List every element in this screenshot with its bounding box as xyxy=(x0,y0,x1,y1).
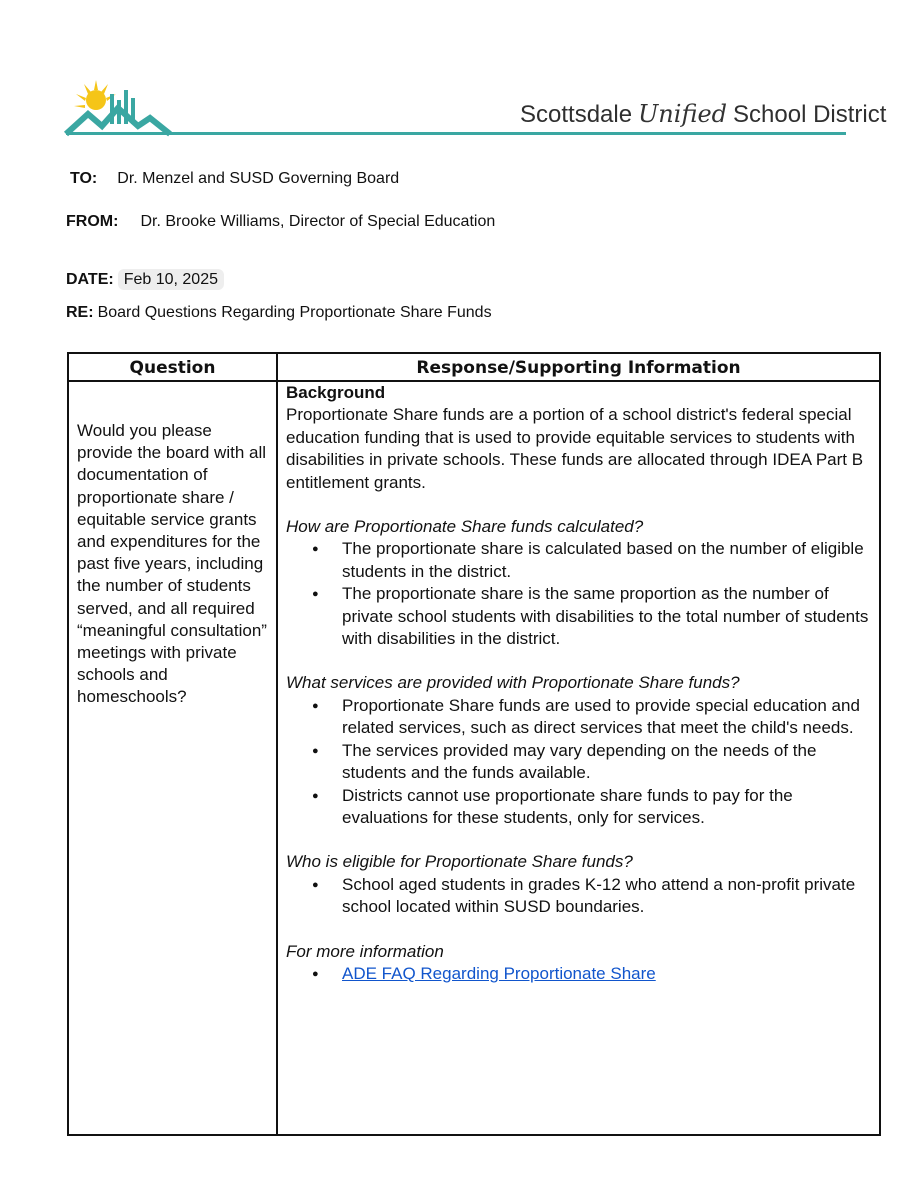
re-value: Board Questions Regarding Proportionate Share Funds xyxy=(97,304,492,321)
memo-to xyxy=(70,170,399,188)
re-label: RE: xyxy=(66,304,94,321)
list-item: ● The services provided may vary depending on the needs of the students and the funds available. xyxy=(342,740,869,785)
list-item xyxy=(342,963,869,985)
date-chip[interactable]: Feb 10, 2025 xyxy=(118,269,224,290)
list-item: ● Districts cannot use proportionate share funds to pay for the evaluations for these students, only for services. xyxy=(342,785,869,830)
response-cell xyxy=(277,381,880,1135)
question-response-table xyxy=(67,352,881,1136)
to-value: Dr. Menzel and SUSD Governing Board xyxy=(117,170,400,187)
sun-mountains-logo-icon xyxy=(62,78,172,138)
table-row xyxy=(68,381,880,1135)
memo-date xyxy=(66,271,224,289)
bullet-list xyxy=(286,695,869,829)
bullet-list xyxy=(286,538,869,650)
response-header: Response/Supporting Information xyxy=(277,353,880,381)
memo-re xyxy=(66,304,492,322)
district-name: Scottsdale Unified School District xyxy=(520,100,887,128)
date-label: DATE: xyxy=(66,271,114,288)
list-item: ● The proportionate share is calculated based on the number of eligible students in the district. xyxy=(342,538,869,583)
question-cell: Would you please provide the board with all documentation of proportionate share / equitable service grants and expenditures for the past five years, including the number of students served, and all required “meaningful consultation” meetings with private schools and homeschools? xyxy=(68,381,277,1135)
question-header: Question xyxy=(68,353,277,381)
bullet-list xyxy=(286,874,869,919)
section-heading: What services are provided with Proportionate Share funds? xyxy=(286,673,740,693)
ade-faq-link[interactable]: ADE FAQ Regarding Proportionate Share xyxy=(342,963,656,983)
section-heading: How are Proportionate Share funds calculated? xyxy=(286,517,644,537)
background-title: Background xyxy=(286,383,386,402)
memo-from xyxy=(66,213,495,231)
letterhead xyxy=(0,0,922,150)
from-label: FROM: xyxy=(66,213,119,230)
more-info-heading: For more information xyxy=(286,941,444,961)
list-item: ● Proportionate Share funds are used to provide special education and related services, such as direct services that meet the child's needs. xyxy=(342,695,869,740)
section-heading: Who is eligible for Proportionate Share funds? xyxy=(286,852,633,872)
background-text: Proportionate Share funds are a portion of a school district's federal special education funding that is used to provide equitable services to students with disabilities in private schools. These funds are allocated through IDEA Part B entitlement grants. xyxy=(286,405,864,492)
from-value: Dr. Brooke Williams, Director of Special Education xyxy=(140,213,496,230)
list-item: ● The proportionate share is the same proportion as the number of private school students with disabilities to the total number of students with disabilities in the district. xyxy=(342,583,869,650)
table-header-row xyxy=(68,353,880,381)
to-label: TO: xyxy=(70,170,98,187)
list-item: ● School aged students in grades K-12 who attend a non-profit private school located within SUSD boundaries. xyxy=(342,874,869,919)
header-rule xyxy=(66,132,846,135)
bullet-list xyxy=(286,963,869,985)
